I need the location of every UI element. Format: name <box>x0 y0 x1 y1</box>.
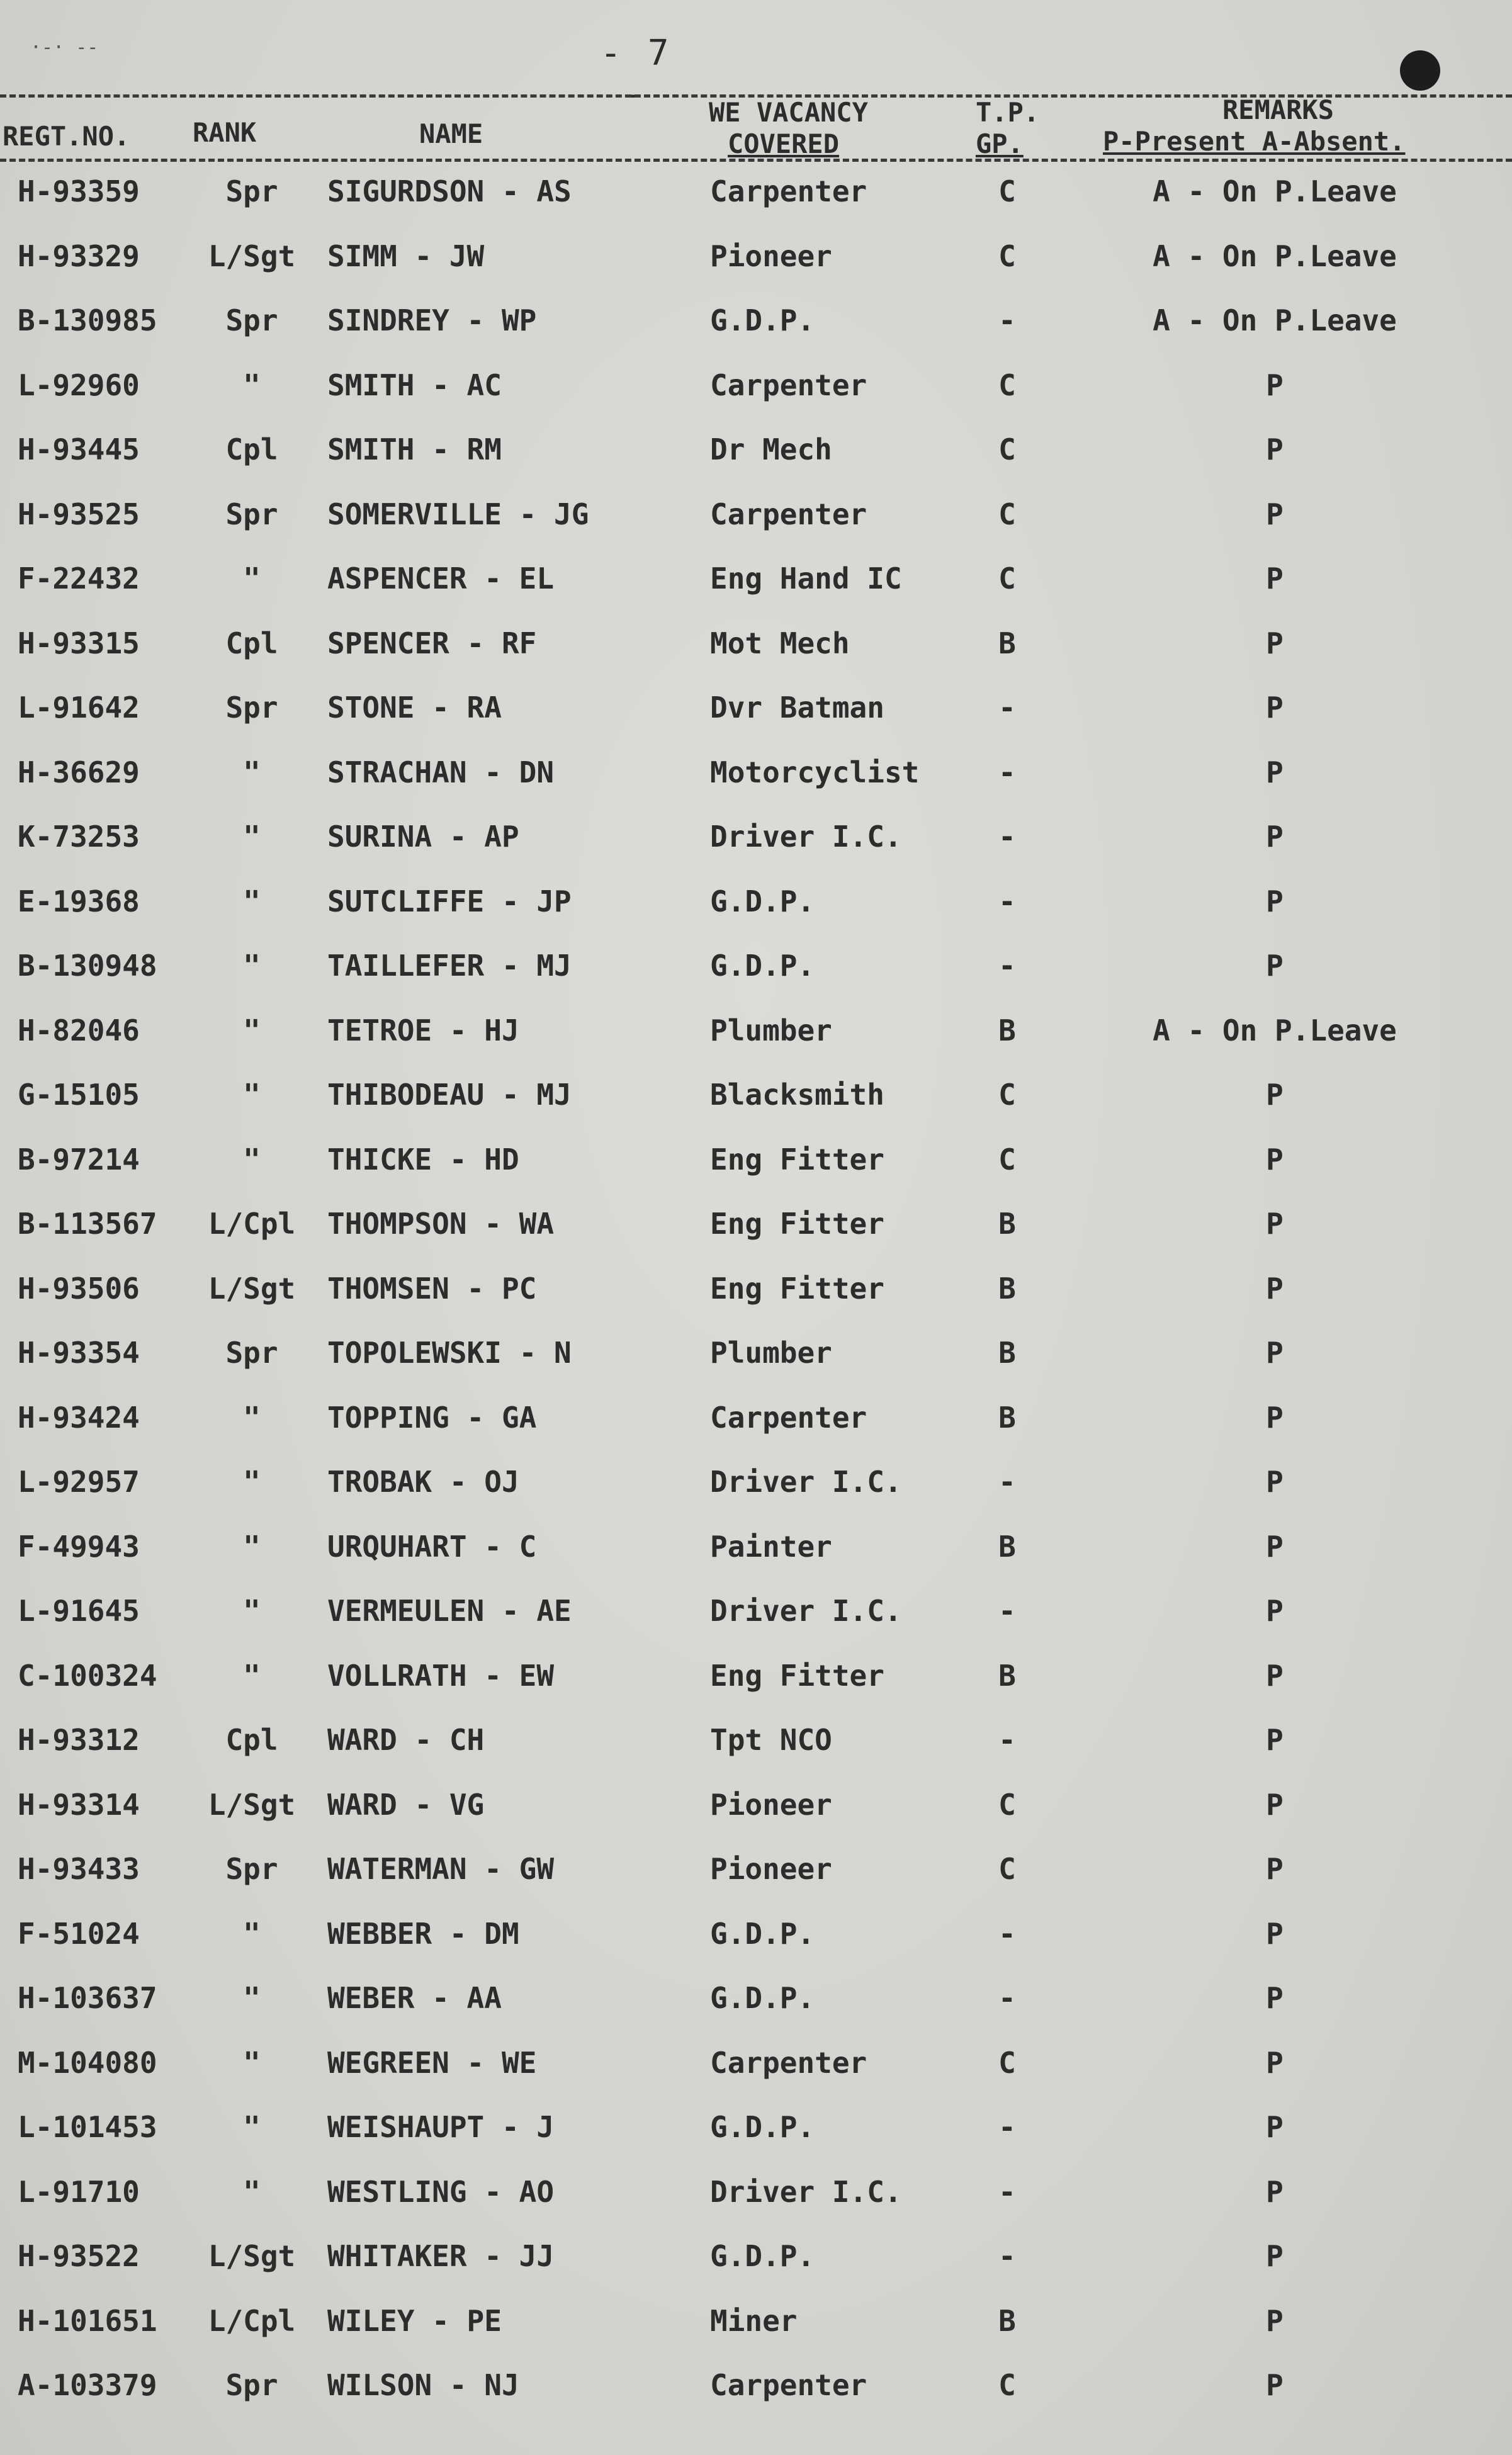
regt-no-cell: C-100324 <box>18 1658 157 1693</box>
name-cell: TOPOLEWSKI - N <box>327 1336 572 1370</box>
rank-cell: " <box>243 1658 261 1693</box>
remarks-cell: A - On P.Leave <box>1153 174 1397 208</box>
name-cell: WARD - CH <box>327 1723 485 1757</box>
vacancy-cell: Eng Fitter <box>710 1207 884 1241</box>
name-cell: SMITH - RM <box>327 432 502 466</box>
remarks-cell: P <box>1266 497 1284 531</box>
vacancy-cell: Driver I.C. <box>710 1594 902 1628</box>
rank-cell: " <box>243 1916 261 1951</box>
regt-no-cell: B-130985 <box>18 303 157 337</box>
regt-no-cell: F-49943 <box>18 1529 140 1564</box>
name-cell: ASPENCER - EL <box>327 562 555 595</box>
table-row <box>0 160 1512 223</box>
remarks-cell: P <box>1266 1916 1284 1951</box>
rank-cell: " <box>243 1981 261 2015</box>
table-row <box>0 934 1512 997</box>
tp-group-cell: - <box>998 1981 1016 2015</box>
name-cell: SIGURDSON - AS <box>327 174 572 208</box>
table-row <box>0 2225 1512 2288</box>
name-cell: STONE - RA <box>327 691 502 725</box>
tp-group-cell: B <box>998 1271 1016 1306</box>
remarks-cell: A - On P.Leave <box>1153 303 1397 337</box>
regt-no-cell: H-101651 <box>18 2303 157 2338</box>
table-row <box>0 354 1512 417</box>
vacancy-cell: Eng Fitter <box>710 1271 884 1306</box>
tp-group-cell: B <box>998 1336 1016 1370</box>
rank-cell: L/Cpl <box>208 1207 296 1241</box>
vacancy-cell: G.D.P. <box>710 949 815 983</box>
tp-group-cell: C <box>998 239 1016 273</box>
rank-cell: " <box>243 2174 261 2209</box>
header-vacancy-line2: COVERED <box>728 128 840 159</box>
remarks-cell: P <box>1266 562 1284 595</box>
name-cell: SMITH - AC <box>327 368 502 402</box>
name-cell: THOMPSON - WA <box>327 1207 555 1241</box>
vacancy-cell: Carpenter <box>710 368 867 402</box>
tp-group-cell: C <box>998 2045 1016 2080</box>
tp-group-cell: C <box>998 368 1016 402</box>
table-row <box>0 1644 1512 1707</box>
rank-cell: Cpl <box>225 1723 278 1757</box>
regt-no-cell: B-97214 <box>18 1142 140 1177</box>
rank-cell: Cpl <box>225 626 278 660</box>
regt-no-cell: H-93329 <box>18 239 140 273</box>
vacancy-cell: Mot Mech <box>710 626 850 660</box>
remarks-cell: A - On P.Leave <box>1153 1013 1397 1047</box>
name-cell: SOMERVILLE - JG <box>327 497 589 531</box>
tp-group-cell: - <box>998 1916 1016 1951</box>
regt-no-cell: F-22432 <box>18 562 140 595</box>
tp-group-cell: - <box>998 755 1016 789</box>
vacancy-cell: Blacksmith <box>710 1078 884 1112</box>
tp-group-cell: C <box>998 432 1016 466</box>
table-row <box>0 1708 1512 1771</box>
rank-cell: " <box>243 1594 261 1628</box>
regt-no-cell: H-82046 <box>18 1013 140 1047</box>
remarks-cell: P <box>1266 884 1284 918</box>
table-row <box>0 741 1512 804</box>
name-cell: TOPPING - GA <box>327 1400 537 1435</box>
rank-cell: " <box>243 2045 261 2080</box>
vacancy-cell: Pioneer <box>710 239 832 273</box>
header-name: NAME <box>419 118 483 149</box>
rank-cell: L/Sgt <box>208 2239 296 2273</box>
rank-cell: L/Cpl <box>208 2303 296 2338</box>
remarks-cell: P <box>1266 1271 1284 1306</box>
rank-cell: Spr <box>225 174 278 208</box>
vacancy-cell: Motorcyclist <box>710 755 920 789</box>
regt-no-cell: L-91645 <box>18 1594 140 1628</box>
rank-cell: " <box>243 1465 261 1499</box>
table-row <box>0 1450 1512 1513</box>
remarks-cell: P <box>1266 2174 1284 2209</box>
table-row <box>0 1902 1512 1965</box>
regt-no-cell: H-93525 <box>18 497 140 531</box>
ink-smudge: ·‐· ‐‐ <box>30 37 99 59</box>
regt-no-cell: H-103637 <box>18 1981 157 2015</box>
regt-no-cell: H-93354 <box>18 1336 140 1370</box>
regt-no-cell: H-93315 <box>18 626 140 660</box>
vacancy-cell: Eng Fitter <box>710 1142 884 1177</box>
name-cell: SIMM - JW <box>327 239 485 273</box>
table-row <box>0 2289 1512 2352</box>
header-vacancy <box>709 97 868 160</box>
rank-cell: Spr <box>225 497 278 531</box>
vacancy-cell: Eng Fitter <box>710 1658 884 1693</box>
tp-group-cell: - <box>998 303 1016 337</box>
rank-cell: L/Sgt <box>208 1787 296 1822</box>
name-cell: SPENCER - RF <box>327 626 537 660</box>
remarks-cell: P <box>1266 1723 1284 1757</box>
remarks-cell: P <box>1266 626 1284 660</box>
rank-cell: " <box>243 562 261 595</box>
name-cell: VOLLRATH - EW <box>327 1658 555 1693</box>
name-cell: WEBER - AA <box>327 1981 502 2015</box>
rank-cell: Cpl <box>225 432 278 466</box>
remarks-cell: P <box>1266 2110 1284 2144</box>
remarks-cell: P <box>1266 949 1284 983</box>
rank-cell: Spr <box>225 303 278 337</box>
remarks-cell: P <box>1266 2368 1284 2402</box>
header-remarks-line1: REMARKS <box>1222 94 1334 125</box>
vacancy-cell: G.D.P. <box>710 2239 815 2273</box>
remarks-cell: P <box>1266 432 1284 466</box>
tp-group-cell: B <box>998 1013 1016 1047</box>
tp-group-cell: - <box>998 2239 1016 2273</box>
table-row <box>0 1967 1512 2029</box>
vacancy-cell: Driver I.C. <box>710 2174 902 2209</box>
table-row <box>0 289 1512 352</box>
table-row <box>0 225 1512 288</box>
rank-cell: " <box>243 1400 261 1435</box>
vacancy-cell: G.D.P. <box>710 884 815 918</box>
name-cell: SURINA - AP <box>327 820 519 854</box>
regt-no-cell: H-36629 <box>18 755 140 789</box>
tp-group-cell: B <box>998 1207 1016 1241</box>
vacancy-cell: Pioneer <box>710 1852 832 1886</box>
remarks-cell: P <box>1266 1529 1284 1564</box>
regt-no-cell: K-73253 <box>18 820 140 854</box>
tp-group-cell: C <box>998 1142 1016 1177</box>
table-row <box>0 676 1512 739</box>
remarks-cell: P <box>1266 755 1284 789</box>
remarks-cell: P <box>1266 2239 1284 2273</box>
table-row <box>0 2031 1512 2094</box>
header-tp-group <box>976 97 1039 160</box>
remarks-cell: P <box>1266 2045 1284 2080</box>
rank-cell: Spr <box>225 2368 278 2402</box>
table-row <box>0 1515 1512 1578</box>
table-row <box>0 547 1512 610</box>
rank-cell: " <box>243 949 261 983</box>
tp-group-cell: - <box>998 2110 1016 2144</box>
tp-group-cell: - <box>998 820 1016 854</box>
table-row <box>0 418 1512 481</box>
tp-group-cell: C <box>998 1078 1016 1112</box>
rank-cell: " <box>243 2110 261 2144</box>
table-row <box>0 483 1512 546</box>
vacancy-cell: Carpenter <box>710 174 867 208</box>
remarks-cell: P <box>1266 1336 1284 1370</box>
table-row <box>0 805 1512 868</box>
remarks-cell: P <box>1266 691 1284 725</box>
name-cell: WEBBER - DM <box>327 1916 519 1951</box>
regt-no-cell: G-15105 <box>18 1078 140 1112</box>
table-row <box>0 1321 1512 1384</box>
name-cell: URQUHART - C <box>327 1529 537 1564</box>
name-cell: TETROE - HJ <box>327 1013 519 1047</box>
table-row <box>0 2160 1512 2223</box>
tp-group-cell: - <box>998 2174 1016 2209</box>
tp-group-cell: - <box>998 884 1016 918</box>
vacancy-cell: Dvr Batman <box>710 691 884 725</box>
page-number: - 7 - <box>600 33 672 115</box>
remarks-cell: P <box>1266 1400 1284 1435</box>
regt-no-cell: L-101453 <box>18 2110 157 2144</box>
name-cell: TROBAK - OJ <box>327 1465 519 1499</box>
tp-group-cell: B <box>998 1529 1016 1564</box>
rank-cell: Spr <box>225 1852 278 1886</box>
remarks-cell: P <box>1266 1658 1284 1693</box>
remarks-cell: P <box>1266 368 1284 402</box>
table-row <box>0 2354 1512 2417</box>
vacancy-cell: G.D.P. <box>710 1916 815 1951</box>
vacancy-cell: Tpt NCO <box>710 1723 832 1757</box>
vacancy-cell: Pioneer <box>710 1787 832 1822</box>
table-row <box>0 1257 1512 1320</box>
vacancy-cell: Plumber <box>710 1013 832 1047</box>
table-row <box>0 612 1512 675</box>
header-vacancy-line1: WE VACANCY <box>709 97 868 128</box>
tp-group-cell: - <box>998 1465 1016 1499</box>
regt-no-cell: H-93433 <box>18 1852 140 1886</box>
name-cell: THIBODEAU - MJ <box>327 1078 572 1112</box>
table-row <box>0 1192 1512 1255</box>
table-row <box>0 1579 1512 1642</box>
rank-cell: " <box>243 368 261 402</box>
regt-no-cell: M-104080 <box>18 2045 157 2080</box>
remarks-cell: P <box>1266 1142 1284 1177</box>
vacancy-cell: Plumber <box>710 1336 832 1370</box>
rank-cell: " <box>243 1529 261 1564</box>
tp-group-cell: C <box>998 497 1016 531</box>
regt-no-cell: L-92957 <box>18 1465 140 1499</box>
regt-no-cell: H-93424 <box>18 1400 140 1435</box>
regt-no-cell: H-93506 <box>18 1271 140 1306</box>
tp-group-cell: - <box>998 1594 1016 1628</box>
vacancy-cell: Carpenter <box>710 1400 867 1435</box>
table-row <box>0 1837 1512 1900</box>
remarks-cell: P <box>1266 1787 1284 1822</box>
remarks-cell: P <box>1266 1594 1284 1628</box>
regt-no-cell: H-93314 <box>18 1787 140 1822</box>
vacancy-cell: Carpenter <box>710 2368 867 2402</box>
vacancy-cell: Eng Hand IC <box>710 562 902 595</box>
remarks-cell: P <box>1266 1981 1284 2015</box>
rank-cell: " <box>243 1142 261 1177</box>
remarks-cell: P <box>1266 820 1284 854</box>
tp-group-cell: C <box>998 1787 1016 1822</box>
tp-group-cell: B <box>998 2303 1016 2338</box>
punch-hole <box>1400 50 1440 91</box>
vacancy-cell: G.D.P. <box>710 303 815 337</box>
name-cell: STRACHAN - DN <box>327 755 555 789</box>
vacancy-cell: Driver I.C. <box>710 820 902 854</box>
regt-no-cell: A-103379 <box>18 2368 157 2402</box>
vacancy-cell: G.D.P. <box>710 1981 815 2015</box>
regt-no-cell: H-93445 <box>18 432 140 466</box>
tp-group-cell: B <box>998 1658 1016 1693</box>
vacancy-cell: Carpenter <box>710 497 867 531</box>
remarks-cell: A - On P.Leave <box>1153 239 1397 273</box>
header-rank: RANK <box>193 117 257 148</box>
vacancy-cell: Carpenter <box>710 2045 867 2080</box>
name-cell: WHITAKER - JJ <box>327 2239 555 2273</box>
table-row <box>0 1128 1512 1191</box>
name-cell: SUTCLIFFE - JP <box>327 884 572 918</box>
vacancy-cell: G.D.P. <box>710 2110 815 2144</box>
rank-cell: Spr <box>225 691 278 725</box>
table-row <box>0 870 1512 933</box>
rank-cell: L/Sgt <box>208 1271 296 1306</box>
tp-group-cell: C <box>998 174 1016 208</box>
name-cell: WARD - VG <box>327 1787 485 1822</box>
name-cell: THOMSEN - PC <box>327 1271 537 1306</box>
rank-cell: " <box>243 1013 261 1047</box>
name-cell: TAILLEFER - MJ <box>327 949 572 983</box>
name-cell: WEGREEN - WE <box>327 2045 537 2080</box>
remarks-cell: P <box>1266 1078 1284 1112</box>
rank-cell: L/Sgt <box>208 239 296 273</box>
remarks-cell: P <box>1266 1852 1284 1886</box>
header-tp-line1: T.P. <box>976 97 1040 128</box>
header-remarks <box>1103 94 1405 157</box>
name-cell: SINDREY - WP <box>327 303 537 337</box>
regt-no-cell: E-19368 <box>18 884 140 918</box>
regt-no-cell: H-93522 <box>18 2239 140 2273</box>
name-cell: WILSON - NJ <box>327 2368 519 2402</box>
regt-no-cell: L-91710 <box>18 2174 140 2209</box>
regt-no-cell: H-93359 <box>18 174 140 208</box>
rank-cell: " <box>243 820 261 854</box>
regt-no-cell: B-113567 <box>18 1207 157 1241</box>
vacancy-cell: Dr Mech <box>710 432 832 466</box>
tp-group-cell: - <box>998 691 1016 725</box>
tp-group-cell: - <box>998 949 1016 983</box>
regt-no-cell: L-91642 <box>18 691 140 725</box>
header-tp-line2: GP. <box>976 128 1024 159</box>
regt-no-cell: L-92960 <box>18 368 140 402</box>
rank-cell: Spr <box>225 1336 278 1370</box>
name-cell: WATERMAN - GW <box>327 1852 555 1886</box>
vacancy-cell: Painter <box>710 1529 832 1564</box>
header-remarks-line2: P-Present A-Absent. <box>1103 126 1406 157</box>
tp-group-cell: C <box>998 562 1016 595</box>
name-cell: WEISHAUPT - J <box>327 2110 555 2144</box>
table-row <box>0 2096 1512 2159</box>
name-cell: WESTLING - AO <box>327 2174 555 2209</box>
rank-cell: " <box>243 1078 261 1112</box>
regt-no-cell: B-130948 <box>18 949 157 983</box>
tp-group-cell: B <box>998 626 1016 660</box>
name-cell: THICKE - HD <box>327 1142 519 1177</box>
regt-no-cell: H-93312 <box>18 1723 140 1757</box>
header-regt-no: REGT.NO. <box>3 121 130 152</box>
table-row <box>0 1063 1512 1126</box>
tp-group-cell: C <box>998 1852 1016 1886</box>
tp-group-cell: C <box>998 2368 1016 2402</box>
table-row <box>0 1386 1512 1449</box>
name-cell: WILEY - PE <box>327 2303 502 2338</box>
rank-cell: " <box>243 884 261 918</box>
table-row <box>0 1773 1512 1836</box>
tp-group-cell: - <box>998 1723 1016 1757</box>
vacancy-cell: Miner <box>710 2303 798 2338</box>
remarks-cell: P <box>1266 1465 1284 1499</box>
rank-cell: " <box>243 755 261 789</box>
name-cell: VERMEULEN - AE <box>327 1594 572 1628</box>
remarks-cell: P <box>1266 2303 1284 2338</box>
vacancy-cell: Driver I.C. <box>710 1465 902 1499</box>
regt-no-cell: F-51024 <box>18 1916 140 1951</box>
remarks-cell: P <box>1266 1207 1284 1241</box>
tp-group-cell: B <box>998 1400 1016 1435</box>
table-row <box>0 999 1512 1062</box>
